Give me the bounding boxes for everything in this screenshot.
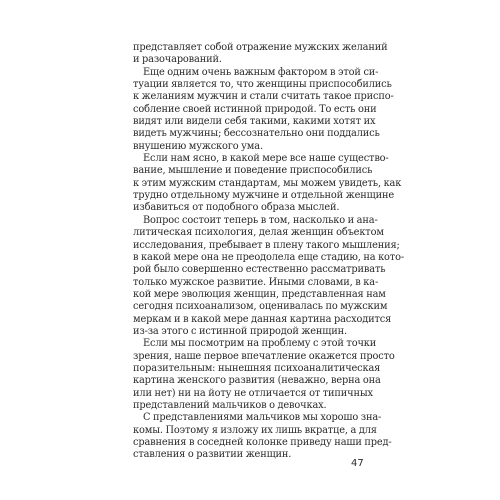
text-line: и разочарований. [133,54,222,66]
text-line: к этим мужским стандартам, мы можем увидеть, как [133,177,402,189]
text-line: видеть мужчины; бессознательно они поддались [133,128,380,140]
text-line: избавиться от подобного образа мыслей. [133,202,340,214]
text-line: Еще одним очень важным фактором в этой си- [143,66,379,78]
text-line: собление своей истинной природой. То есть они [133,103,377,115]
text-line: картина женского развития (неважно, верна она [133,375,381,387]
text-line: представляет собой отражение мужских желаний [133,42,388,53]
text-line: поразительным: нынешняя психоаналитическая [133,362,381,374]
text-line: Вопрос состоит теперь в том, насколько и ана- [143,214,378,226]
text-line: представлений мальчиков о девочках. [133,399,327,411]
page-number: 47 [351,458,364,469]
text-line: исследования, пребывает в плену такого мышления; [133,239,400,251]
text-line: только мужское развитие. Иными словами, в ка- [133,276,379,288]
text-line: или нет) ни на йоту не отличается от типичных [133,387,373,399]
text-line: меркам и в какой мере данная картина расходится [133,313,392,325]
text-line: зрения, наше первое впечатление окажется просто [133,350,395,362]
text-line: трудно отдельному мужчине и отдельной женщине [133,190,394,202]
text-line: Если нам ясно, в какой мере все наше существо- [143,153,389,165]
text-line: кой мере эволюция женщин, представленная нам [133,288,386,300]
text-line: видят или видели себя такими, какими хотят их [133,116,376,128]
text-line: туации является то, что женщины приспособились [133,79,392,91]
text-line: сравнения в соседней колонке приведу наши пред- [133,437,392,448]
book-page-text [133,42,404,462]
text-line: к желаниям мужчин и стали считать такое приспо- [133,91,394,103]
text-line: вание, мышление и поведение приспособились [133,165,373,177]
text-line: С представлениями мальчиков мы хорошо зна- [143,412,382,424]
text-line: ставления о развитии женщин. [133,449,292,461]
text-line: комы. Поэтому я изложу их лишь вкратце, а для [133,424,377,436]
text-line: сегодня психоанализом, оценивалась по мужским [133,301,388,313]
text-line: внушению мужского ума. [133,140,263,152]
text-line: в какой мере она не преодолела еще стадию, на кото- [133,251,404,263]
text-line: литическая психология, делая женщин объектом [133,227,384,239]
text-line: рой было совершенно естественно рассматривать [133,264,386,276]
text-line: из-за этого с истинной природой женщин. [133,325,347,337]
text-line: Если мы посмотрим на проблему с этой точки [143,338,377,350]
